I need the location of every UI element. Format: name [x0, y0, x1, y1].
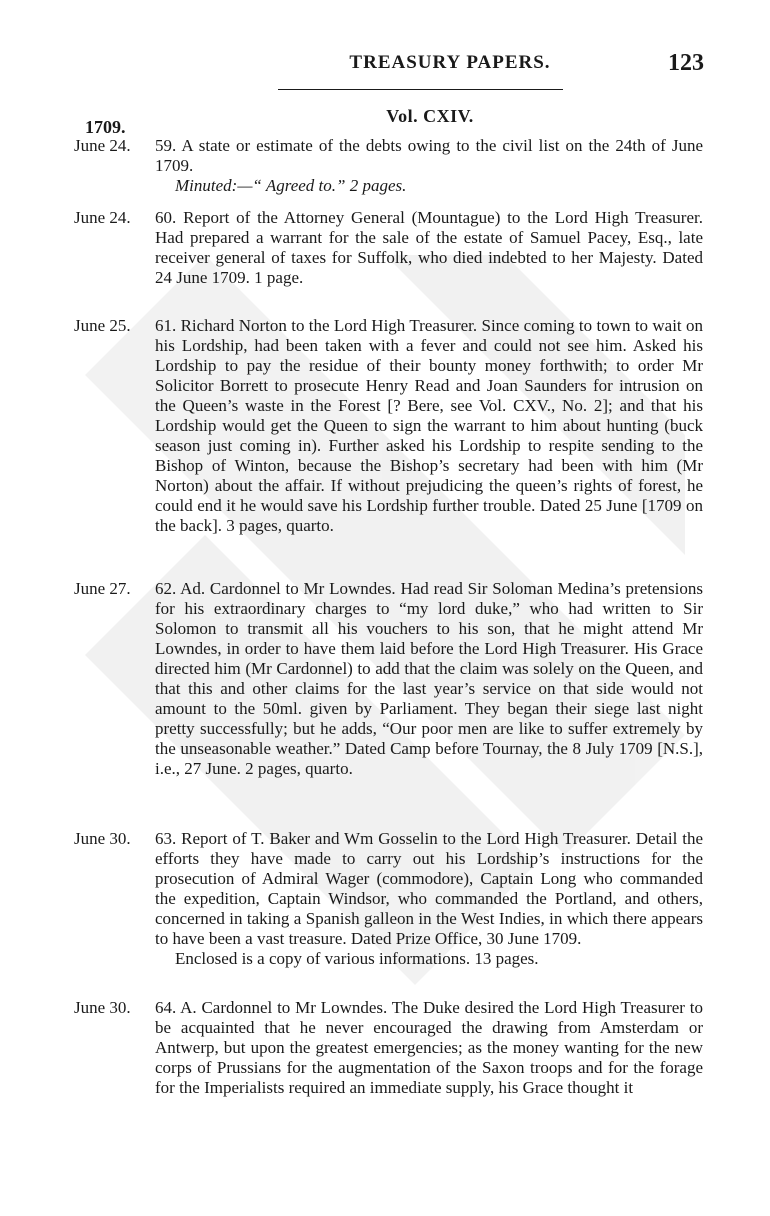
entry-date: June 24. [74, 208, 131, 227]
entry-note: Enclosed is a copy of various informations. 13 pages. [175, 949, 539, 968]
entry-note: Minuted:—“ Agreed to.” 2 pages. [175, 176, 407, 195]
entry-date: June 30. [74, 829, 131, 848]
entry-date: June 25. [74, 316, 131, 335]
entry-text [155, 829, 703, 969]
volume-heading: Vol. CXIV. [386, 106, 474, 126]
year-heading: 1709. [85, 117, 126, 137]
entry-date: June 27. [74, 579, 131, 598]
entry-text: 64. A. Cardonnel to Mr Lowndes. The Duke desired the Lord High Treasurer to be acquainted that he never encouraged the drawing from Amsterdam or Antwerp, but upon the greatest emergencies; as the money wanting for the new corps of Prussians for the augmentation of the Saxon troops and for the forage for the Imperialists required an immediate supply, his Grace thought it [155, 998, 703, 1097]
entry-text: 60. Report of the Attorney General (Mountague) to the Lord High Treasurer. Had prepared a warrant for the sale of the estate of Samuel Pacey, Esq., late receiver general of taxes for Suffolk, who died indebted to her Majesty. Dated 24 June 1709. 1 page. [155, 208, 703, 287]
header-rule [278, 89, 563, 90]
entry-date: June 30. [74, 998, 131, 1017]
page-number: 123 [668, 50, 704, 76]
entry-text [155, 136, 703, 196]
entry-date: June 24. [74, 136, 131, 155]
entry-text: 62. Ad. Cardonnel to Mr Lowndes. Had read Sir Soloman Medina’s pretensions for his extraordinary charges to “my lord duke,” who had written to Sir Solomon to transmit all his vouchers to his son, that he might attend Mr Lowndes, in order to have them laid before the Lord High Treasurer. His Grace directed him (Mr Cardonnel) to add that the claim was solely on the Queen, and that this and other claims for the last year’s service on that side would not amount to the 50ml. given by Parliament. They began their siege last night pretty successfully; but he adds, “Our poor men are like to suffer extremely by the unseasonable weather.” Dated Camp before Tournay, the 8 July 1709 [N.S.], i.e., 27 June. 2 pages, quarto. [155, 579, 703, 778]
entry-main-text: 63. Report of T. Baker and Wm Gosselin to the Lord High Treasurer. Detail the efforts they have made to carry out his Lordship’s instructions for the prosecution of Admiral Wager (commodore), Captain Long who commanded the expedition, Captain Windsor, who commanded the Portland, and others, concerned in taking a Spanish galleon in the West Indies, in which there appears to have been a vast treasure. Dated Prize Office, 30 June 1709. [155, 829, 703, 948]
entry-text: 61. Richard Norton to the Lord High Treasurer. Since coming to town to wait on his Lordship, had been taken with a fever and could not see him. Asked his Lordship to pay the residue of their bounty money forthwith; to order Mr Solicitor Borrett to prosecute Henry Read and Joan Saunders for intrusion on the Queen’s waste in the Forest [? Bere, see Vol. CXV., No. 2]; and that his Lordship would get the Queen to sign the warrant to him about hunting (buck season just coming in). Further asked his Lordship to respite sending to the Bishop of Winton, because the Bishop’s secretary had been with him (Mr Norton) about the affair. If without prejudicing the queen’s rights of forest, he could end it he would save his Lordship further trouble. Dated 25 June [1709 on the back]. 3 pages, quarto. [155, 316, 703, 535]
entry-main-text: 59. A state or estimate of the debts owing to the civil list on the 24th of June 1709. [155, 136, 703, 175]
running-head-title: TREASURY PAPERS. [349, 52, 551, 73]
running-head [70, 52, 710, 80]
